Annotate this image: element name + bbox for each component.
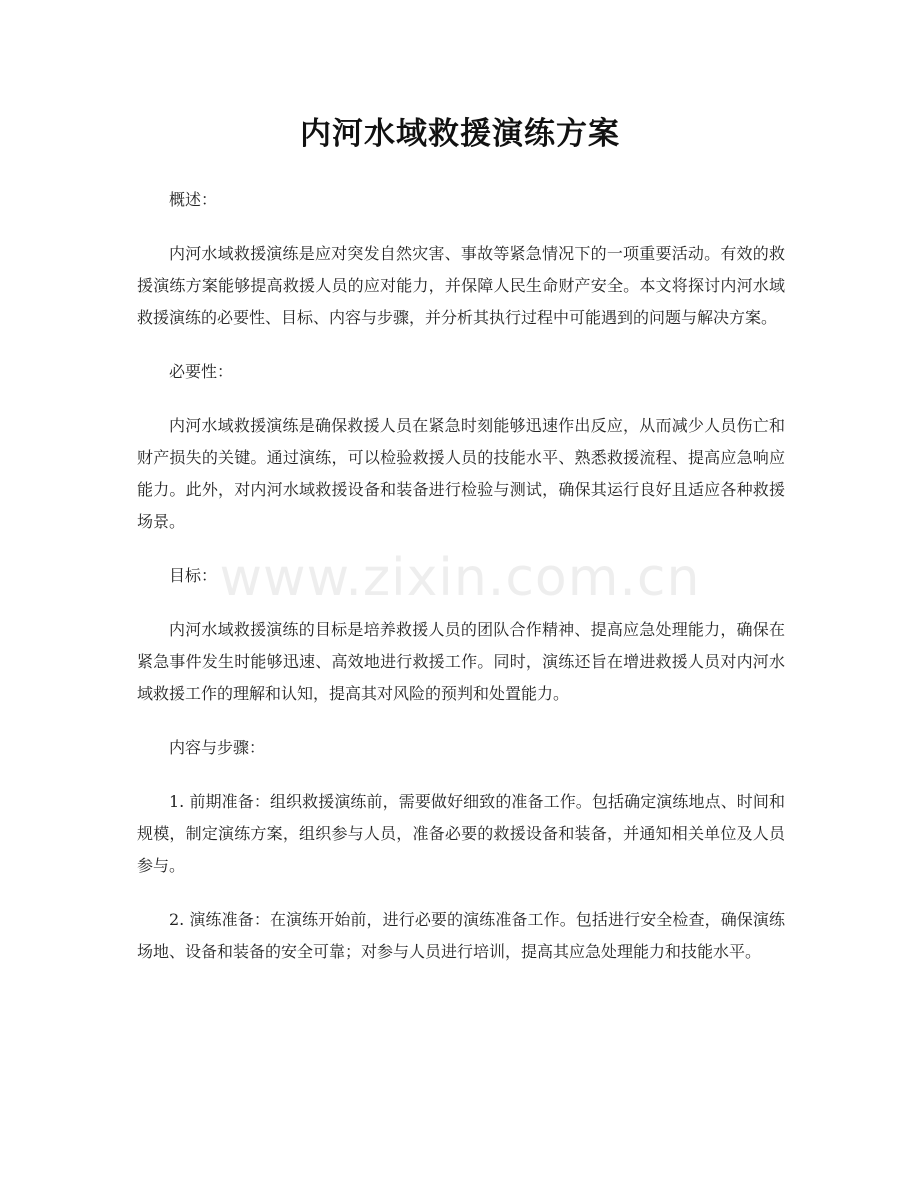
section-heading-necessity: 必要性： [169, 362, 234, 381]
document-body [137, 184, 785, 968]
step-paragraph-1: 1. 前期准备：组织救援演练前，需要做好细致的准备工作。包括确定演练地点、时间和规模，制定演练方案，组织参与人员，准备必要的救援设备和装备，并通知相关单位及人员参与。 [137, 792, 785, 875]
section-heading-overview: 概述： [169, 190, 218, 209]
document-title: 内河水域救援演练方案 [300, 116, 620, 152]
section-paragraph: 内河水域救援演练的目标是培养救援人员的团队合作精神、提高应急处理能力，确保在紧急事件发生时能够迅速、高效地进行救援工作。同时，演练还旨在增进救援人员对内河水域救援工作的理解和认知，提高其对风险的预判和处置能力。 [137, 620, 785, 703]
step-paragraph-2: 2. 演练准备：在演练开始前，进行必要的演练准备工作。包括进行安全检查，确保演练场地、设备和装备的安全可靠；对参与人员进行培训，提高其应急处理能力和技能水平。 [137, 910, 785, 961]
section-paragraph: 内河水域救援演练是确保救援人员在紧急时刻能够迅速作出反应，从而减少人员伤亡和财产损失的关键。通过演练，可以检验救援人员的技能水平、熟悉救援流程、提高应急响应能力。此外，对内河水域救援设备和装备进行检验与测试，确保其运行良好且适应各种救援场景。 [137, 416, 785, 531]
watermark: www.zixin.com.cn [219, 548, 701, 608]
section-heading-goals: 目标： [169, 566, 218, 585]
section-paragraph: 内河水域救援演练是应对突发自然灾害、事故等紧急情况下的一项重要活动。有效的救援演练方案能够提高救援人员的应对能力，并保障人民生命财产安全。本文将探讨内河水域救援演练的必要性、目标、内容与步骤，并分析其执行过程中可能遇到的问题与解决方案。 [137, 244, 785, 327]
section-heading-content-steps: 内容与步骤： [169, 738, 266, 757]
